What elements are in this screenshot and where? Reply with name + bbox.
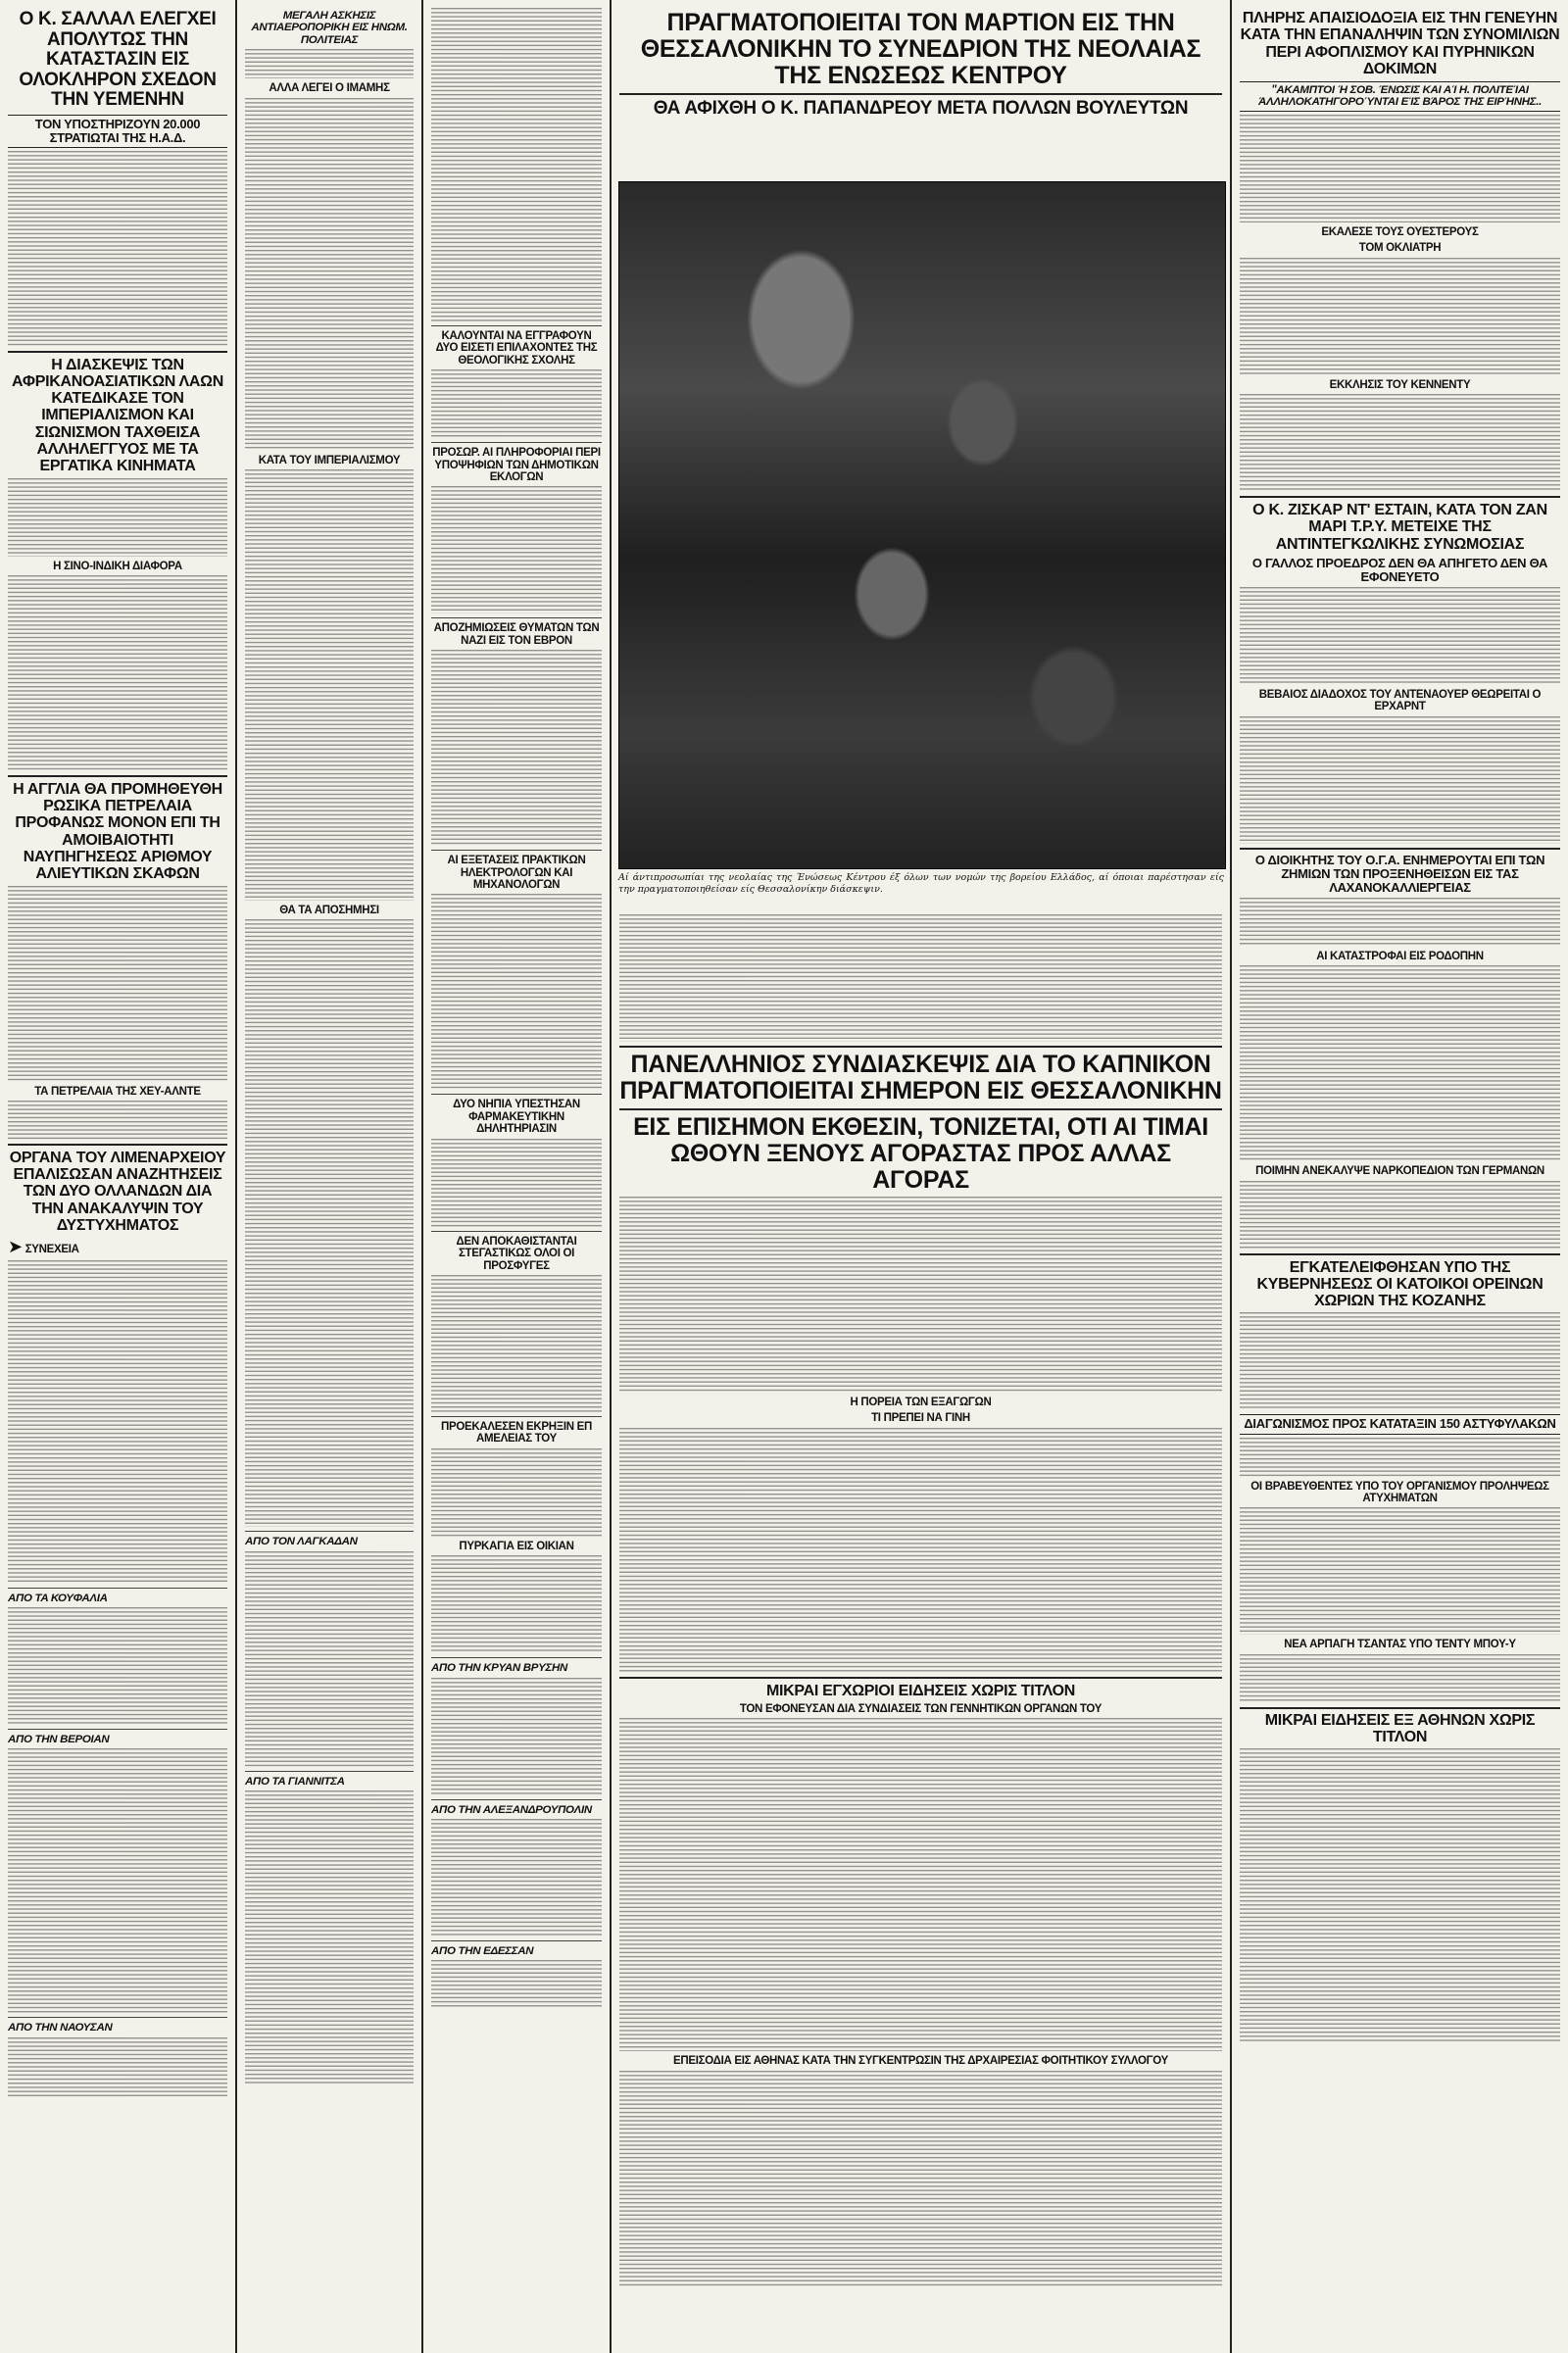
article-body [1240, 258, 1560, 375]
article-body [1240, 1181, 1560, 1250]
headline-accident-prevention: ΟΙ ΒΡΑΒΕΥΘΕΝΤΕΣ ΥΠΟ ΤΟΥ ΟΡΓΑΝΙΣΜΟΥ ΠΡΟΛΗΨΕΩΣ ΑΤΥΧΗΜΑΤΩΝ [1250, 1480, 1549, 1504]
article-body [1240, 965, 1560, 1161]
subhead-alexandroupoli: ΑΠΟ ΤΗΝ ΑΛΕΞΑΝΔΡΟΥΠΟΛΙΝ [431, 1803, 592, 1816]
headline-afroasian: Η ΔΙΑΣΚΕΨΙΣ ΤΩΝ ΑΦΡΙΚΑΝΟΑΣΙΑΤΙΚΩΝ ΛΑΩΝ ΚΑΤΕΔΙΚΑΣΕ ΤΟΝ ΙΜΠΕΡΙΑΛΙΣΜΟΝ ΚΑΙ ΣΙΩΝΙΣΜΟΝ ΤΑΧΘΕΙΣΑ ΑΛΛΗΛΕΓΓΥΟΣ ΜΕ ΤΑ ΕΡΓΑΤΙΚΑ ΚΙΝΗΜΑΤΑ [12, 356, 223, 475]
subhead-oklahoma: ΤΟΜ ΟΚΛΙΑΤΡΗ [1358, 242, 1442, 255]
headline-oga: Ο ΔΙΟΙΚΗΤΗΣ ΤΟΥ Ο.Γ.Α. ΕΝΗΜΕΡΟΥΤΑΙ ΕΠΙ ΤΩΝ ΖΗΜΙΩΝ ΤΩΝ ΠΡΟΞΕΝΗΘΕΙΣΩΝ ΕΙΣ ΤΑΣ ΛΑΧΑΝΟΚΑΛΛΙΕΡΓΕΙΑΣ [1254, 852, 1545, 895]
article-body [1240, 898, 1560, 947]
column-2 [237, 0, 421, 2353]
subhead-exports: Η ΠΟΡΕΙΑ ΤΩΝ ΕΞΑΓΩΓΩΝ [850, 1397, 992, 1408]
headline-local-news: ΜΙΚΡΑΙ ΕΓΧΩΡΙΟΙ ΕΙΔΗΣΕΙΣ ΧΩΡΙΣ ΤΙΤΛΟΝ [765, 1682, 1076, 1699]
subhead-sallal: ΤΟΝ ΥΠΟΣΤΗΡΙΖΟΥΝ 20.000 ΣΤΡΑΤΙΩΤΑΙ ΤΗΣ Η.Α.Δ. [8, 115, 227, 148]
headline-refugees: ΔΕΝ ΑΠΟΚΑΘΙΣΤΑΝΤΑΙ ΣΤΕΓΑΣΤΙΚΩΣ ΟΛΟΙ ΟΙ ΠΡΟΣΦΥΓΕΣ [456, 1235, 577, 1272]
divider [8, 775, 227, 777]
article-body [619, 914, 1222, 1042]
divider [1240, 1253, 1560, 1255]
article-body [245, 49, 414, 78]
article-body [1240, 716, 1560, 844]
headline-erhard: ΒΕΒΑΙΟΣ ΔΙΑΔΟΧΟΣ ΤΟΥ ΑΝΤΕΝΑΟΥΕΡ ΘΕΩΡΕΙΤΑΙ Ο ΕΡΧΑΡΝΤ [1258, 688, 1542, 713]
divider [619, 93, 1222, 95]
article-body [8, 151, 227, 347]
divider [619, 1108, 1222, 1110]
article-body [245, 98, 414, 451]
photo-caption: Αί άντιπροσωπίαι της νεολαίας της Ένώσεως Κέντρου έξ όλων των νομών της βορείου Ελλάδος, αί όποιαι παρέστησαν είς την πραγματοποιηθείσαν είς Θεσσαλονίκην διάσκεψιν. [618, 872, 1224, 895]
article-body [245, 919, 414, 1527]
article-body [431, 369, 602, 438]
headline-student-union: ΕΠΕΙΣΟΔΙΑ ΕΙΣ ΑΘΗΝΑΣ ΚΑΤΑ ΤΗΝ ΣΥΓΚΕΝΤΡΩΣΙΝ ΤΗΣ ΔΡΧΑΙΡΕΣΙΑΣ ΦΟΙΤΗΤΙΚΟΥ ΣΥΛΛΟΓΟΥ [673, 2055, 1168, 2068]
subhead-giannitsa: ΑΠΟ ΤΑ ΓΙΑΝΝΙΤΣΑ [245, 1775, 345, 1788]
divider [8, 1144, 227, 1146]
headline-fire: ΠΥΡΚΑΓΙΑ ΕΙΣ ΟΙΚΙΑΝ [459, 1540, 574, 1552]
headline-athens-news: ΜΙΚΡΑΙ ΕΙΔΗΣΕΙΣ ΕΞ ΑΘΗΝΩΝ ΧΩΡΙΣ ΤΙΤΛΟΝ [1240, 1707, 1560, 1746]
subhead-french-president: Ο ΓΑΛΛΟΣ ΠΡΟΕΔΡΟΣ ΔΕΝ ΘΑ ΑΠΗΓΕΤΟ ΔΕΝ ΘΑ ΕΦΟΝΕΥΕΤΟ [1251, 555, 1548, 584]
article-body [1240, 394, 1560, 492]
divider [8, 2017, 227, 2018]
article-body [8, 478, 227, 557]
divider [431, 1094, 602, 1095]
article-body [8, 1607, 227, 1725]
article-body [431, 1448, 602, 1537]
article-body [1240, 1438, 1560, 1477]
article-body [245, 469, 414, 901]
divider [431, 1231, 602, 1232]
article-body [431, 1555, 602, 1653]
column-3 [423, 0, 610, 2353]
article-body [1240, 1312, 1560, 1410]
article-body [431, 1960, 602, 2009]
divider [8, 1588, 227, 1589]
headline-youth-congress: ΠΡΑΓΜΑΤΟΠΟΙΕΙΤΑΙ ΤΟΝ ΜΑΡΤΙΟΝ ΕΙΣ ΤΗΝ ΘΕΣΣΑΛΟΝΙΚΗΝ ΤΟ ΣΥΝΕΔΡΙΟΝ ΤΗΣ ΝΕΟΛΑΙΑΣ ΤΗΣ ΕΝΩΣΕΩΣ ΚΕΝΤΡΟΥ [640, 9, 1201, 89]
headline-air-exercise: ΜΕΓΑΛΗ ΑΣΚΗΣΙΣ ΑΝΤΙΑΕΡΟΠΟΡΙΚΗ ΕΙΣ ΗΝΩΜ. ΠΟΛΙΤΕΙΑΣ [251, 10, 408, 46]
article-body [8, 2037, 227, 2096]
headline-explosion: ΠΡΟΕΚΑΛΕΣΕΝ ΕΚΡΗΞΙΝ ΕΠ ΑΜΕΛΕΙΑΣ ΤΟΥ [440, 1420, 593, 1446]
article-body [1240, 1654, 1560, 1703]
article-body [431, 650, 602, 846]
divider [8, 351, 227, 353]
divider [431, 1657, 602, 1658]
article-body [431, 1275, 602, 1412]
divider [619, 1677, 1222, 1679]
subhead-westerners: ΕΚΑΛΕΣΕ ΤΟΥΣ ΟΥΕΣΤΕΡΟΥΣ [1321, 225, 1479, 238]
article-body [619, 2071, 1222, 2286]
article-body [1240, 587, 1560, 685]
divider [431, 617, 602, 618]
arrow-icon: ➤ [8, 1237, 23, 1258]
article-body [431, 8, 602, 321]
divider [8, 1729, 227, 1730]
subhead-what-to-do: ΤΙ ΠΡΕΠΕΙ ΝΑ ΓΙΝΗ [871, 1412, 970, 1425]
subhead-kennedy: ΕΚΚΛΗΣΙΣ ΤΟΥ ΚΕΝΝΕΝΤΥ [1329, 378, 1471, 391]
divider [431, 325, 602, 326]
news-photo [618, 181, 1226, 869]
headline-geneva: ΠΛΗΡΗΣ ΑΠΑΙΣΙΟΔΟΞΙΑ ΕΙΣ ΤΗΝ ΓΕΝΕΥΗΝ ΚΑΤΑ ΤΗΝ ΕΠΑΝΑΛΗΨΙΝ ΤΩΝ ΣΥΝΟΜΙΛΙΩΝ ΠΕΡΙ ΑΦΟΠΛΙΣΜΟΥ ΚΑΙ ΠΥΡΗΝΙΚΩΝ ΔΟΚΙΜΩΝ [1240, 10, 1560, 77]
subhead-imam: ΑΛΛΑ ΛΕΓΕΙ Ο ΙΜΑΜΗΣ [269, 82, 390, 95]
divider [431, 442, 602, 443]
divider [431, 1799, 602, 1800]
headline-tobacco: ΠΑΝΕΛΛΗΝΙΟΣ ΣΥΝΔΙΑΣΚΕΨΙΣ ΔΙΑ ΤΟ ΚΑΠΝΙΚΟΝ ΠΡΑΓΜΑΤΟΠΟΙΕΙΤΑΙ ΣΗΜΕΡΟΝ ΕΙΣ ΘΕΣΣΑΛΟΝΙΚΗΝ [619, 1051, 1222, 1104]
article-body [8, 886, 227, 1082]
headline-prices: ΕΙΣ ΕΠΙΣΗΜΟΝ ΕΚΘΕΣΙΝ, ΤΟΝΙΖΕΤΑΙ, ΟΤΙ ΑΙ ΤΙΜΑΙ ΩΘΟΥΝ ΞΕΝΟΥΣ ΑΓΟΡΑΣΤΑΣ ΠΡΟΣ ΑΛΛΑΣ ΑΓΟΡΑΣ [633, 1113, 1208, 1194]
article-body [431, 894, 602, 1090]
article-body [619, 1197, 1222, 1393]
subhead-geneva: "ΑΚΑΜΠΤΟΙ Ή ΣΟΒ. ΈΝΩΣΙΣ ΚΑΙ ΑΊ Η. ΠΟΛΙΤΕΊΑΙ ΆΛΛΗΛΟΚΑΤΗΓΟΡΟΎΝΤΑΙ ΕΊΣ ΒΆΡΟΣ ΤΗΣ ΕΙΡΉΝΗΣ.. [1240, 81, 1560, 112]
subhead-imperialism: ΚΑΤΑ ΤΟΥ ΙΜΠΕΡΙΑΛΙΣΜΟΥ [258, 454, 401, 466]
headline-theology: ΚΑΛΟΥΝΤΑΙ ΝΑ ΕΓΓΡΑΦΟΥΝ ΔΥΟ ΕΙΣΕΤΙ ΕΠΙΛΑΧΟΝΤΕΣ ΤΗΣ ΘΕΟΛΟΓΙΚΗΣ ΣΧΟΛΗΣ [435, 330, 598, 367]
article-body [619, 1428, 1222, 1673]
subhead-oil: ΤΑ ΠΕΤΡΕΛΑΙΑ ΤΗΣ ΧΕΥ-ΑΛΝΤΕ [34, 1085, 201, 1098]
headline-harbor: ΟΡΓΑΝΑ ΤΟΥ ΛΙΜΕΝΑΡΧΕΙΟΥ ΕΠΑΛΙΣΩΣΑΝ ΑΝΑΖΗΤΗΣΕΙΣ ΤΩΝ ΔΥΟ ΟΛΛΑΝΔΩΝ ΔΙΑ ΤΗΝ ΑΝΑΚΑΛΥΨΙΝ ΤΟΥ ΔΥΣΤΥΧΗΜΑΤΟΣ [9, 1149, 226, 1234]
article-body [245, 1790, 414, 2084]
headline-candidates: ΠΡΟΣΩΡ. ΑΙ ΠΛΗΡΟΦΟΡΙΑΙ ΠΕΡΙ ΥΠΟΨΗΦΙΩΝ ΤΩΝ ΔΗΜΟΤΙΚΩΝ ΕΚΛΟΓΩΝ [432, 447, 601, 484]
subhead-koufalia: ΑΠΟ ΤΑ ΚΟΥΦΑΛΙΑ [8, 1592, 108, 1604]
article-body [619, 1718, 1222, 2051]
headline-police-exam: ΔΙΑΓΩΝΙΣΜΟΣ ΠΡΟΣ ΚΑΤΑΤΑΞΙΝ 150 ΑΣΤΥΦΥΛΑΚΩΝ [1240, 1414, 1560, 1434]
headline-nazi-victims: ΑΠΟΖΗΜΙΩΣΕΙΣ ΘΥΜΑΤΩΝ ΤΩΝ ΝΑΖΙ ΕΙΣ ΤΟΝ ΕΒΡΟΝ [433, 622, 600, 647]
divider [619, 1046, 1222, 1048]
divider [245, 1771, 414, 1772]
article-body [8, 1748, 227, 2013]
subhead-edessa: ΑΠΟ ΤΗΝ ΕΔΕΣΣΑΝ [431, 1944, 534, 1957]
article-body [1240, 115, 1560, 222]
subhead-sinoindian: Η ΣΙΝΟ-ΙΝΔΙΚΗ ΔΙΑΦΟΡΑ [53, 560, 182, 572]
headline-minefield: ΠΟΙΜΗΝ ΑΝΕΚΑΛΥΨΕ ΝΑΡΚΟΠΕΔΙΟΝ ΤΩΝ ΓΕΡΜΑΝΩΝ [1255, 1165, 1544, 1178]
subhead-continuation [8, 1238, 227, 1256]
headline-papandreou: ΘΑ ΑΦΙΧΘΗ Ο Κ. ΠΑΠΑΝΔΡΕΟΥ ΜΕΤΑ ΠΟΛΛΩΝ ΒΟΥΛΕΥΤΩΝ [653, 98, 1189, 119]
article-body [431, 1139, 602, 1227]
article-body [1240, 1748, 1560, 2042]
headline-murder: ΤΟΝ ΕΦΟΝΕΥΣΑΝ ΔΙΑ ΣΥΝΔΙΑΣΕΙΣ ΤΩΝ ΓΕΝΝΗΤΙΚΩΝ ΟΡΓΑΝΩΝ ΤΟΥ [739, 1703, 1102, 1716]
headline-electricians: ΑΙ ΕΞΕΤΑΣΕΙΣ ΠΡΑΚΤΙΚΩΝ ΗΛΕΚΤΡΟΛΟΓΩΝ ΚΑΙ ΜΗΧΑΝΟΛΟΓΩΝ [447, 855, 586, 892]
column-center-lower [612, 907, 1230, 2353]
headline-poisoning: ΔΥΟ ΝΗΠΙΑ ΥΠΕΣΤΗΣΑΝ ΦΑΡΜΑΚΕΥΤΙΚΗΝ ΔΗΛΗΤΗΡΙΑΣΙΝ [453, 1099, 580, 1136]
article-body [8, 575, 227, 771]
subhead-kryavrysi: ΑΠΟ ΤΗΝ ΚΡΥΑΝ ΒΡΥΣΗΝ [431, 1662, 568, 1675]
headline-sallal: Ο Κ. ΣΑΛΛΑΛ ΕΛΕΓΧΕΙ ΑΠΟΛΥΤΩΣ ΤΗΝ ΚΑΤΑΣΤΑΣΙΝ ΕΙΣ ΟΛΟΚΛΗΡΟΝ ΣΧΕΔΟΝ ΤΗΝ ΥΕΜΕΝΗΝ [19, 9, 217, 111]
divider [1240, 496, 1560, 498]
article-body [1240, 1507, 1560, 1635]
column-6 [1232, 0, 1568, 2353]
subhead-compensation: ΘΑ ΤΑ ΑΠΟΣΗΜΗΣΙ [279, 905, 379, 917]
subhead-naousa: ΑΠΟ ΤΗΝ ΝΑΟΥΣΑΝ [8, 2022, 113, 2034]
divider [431, 850, 602, 851]
headline-england-oil: Η ΑΓΓΛΙΑ ΘΑ ΠΡΟΜΗΘΕΥΘΗ ΡΩΣΙΚΑ ΠΕΤΡΕΛΑΙΑ ΠΡΟΦΑΝΩΣ ΜΟΝΟΝ ΕΠΙ ΤΗ ΑΜΟΙΒΑΙΟΤΗΤΙ ΝΑΥΠΗΓΗΣΕΩΣ ΑΡΙΘΜΟΥ ΑΛΙΕΥΤΙΚΩΝ ΣΚΑΦΩΝ [13, 780, 222, 883]
headline-bag-snatch: ΝΕΑ ΑΡΠΑΓΗ ΤΣΑΝΤΑΣ ΥΠΟ ΤΕΝΤΥ ΜΠΟΥ-Υ [1284, 1639, 1516, 1651]
divider [431, 1416, 602, 1417]
article-body [431, 486, 602, 613]
article-body [8, 1101, 227, 1140]
article-body [245, 1551, 414, 1767]
divider [1240, 848, 1560, 850]
article-body [8, 1260, 227, 1584]
article-body [431, 1819, 602, 1936]
article-body [431, 1678, 602, 1795]
headline-giscard: Ο Κ. ΖΙΣΚΑΡ ΝΤ' ΕΣΤΑΙΝ, ΚΑΤΑ ΤΟΝ ΖΑΝ ΜΑΡΙ Τ.Ρ.Υ. ΜΕΤΕΙΧΕ ΤΗΣ ΑΝΤΙΝΤΕΓΚΩΛΙΚΗΣ ΣΥΝΩΜΟΣΙΑΣ [1252, 502, 1547, 553]
subhead-lagkadas: ΑΠΟ ΤΟΝ ΛΑΓΚΑΔΑΝ [245, 1536, 358, 1548]
continuation-label: ΣΥΝΕΧΕΙΑ [24, 1244, 79, 1256]
subhead-veroia: ΑΠΟ ΤΗΝ ΒΕΡΟΙΑΝ [8, 1734, 110, 1746]
headline-kozani: ΕΓΚΑΤΕΛΕΙΦΘΗΣΑΝ ΥΠΟ ΤΗΣ ΚΥΒΕΡΝΗΣΕΩΣ ΟΙ ΚΑΤΟΙΚΟΙ ΟΡΕΙΝΩΝ ΧΩΡΙΩΝ ΤΗΣ ΚΟΖΑΝΗΣ [1256, 1258, 1544, 1310]
subhead-rodopi: ΑΙ ΚΑΤΑΣΤΡΟΦΑΙ ΕΙΣ ΡΟΔΟΠΗΝ [1316, 950, 1484, 962]
divider [431, 1940, 602, 1941]
column-1 [0, 0, 235, 2353]
divider [245, 1531, 414, 1532]
